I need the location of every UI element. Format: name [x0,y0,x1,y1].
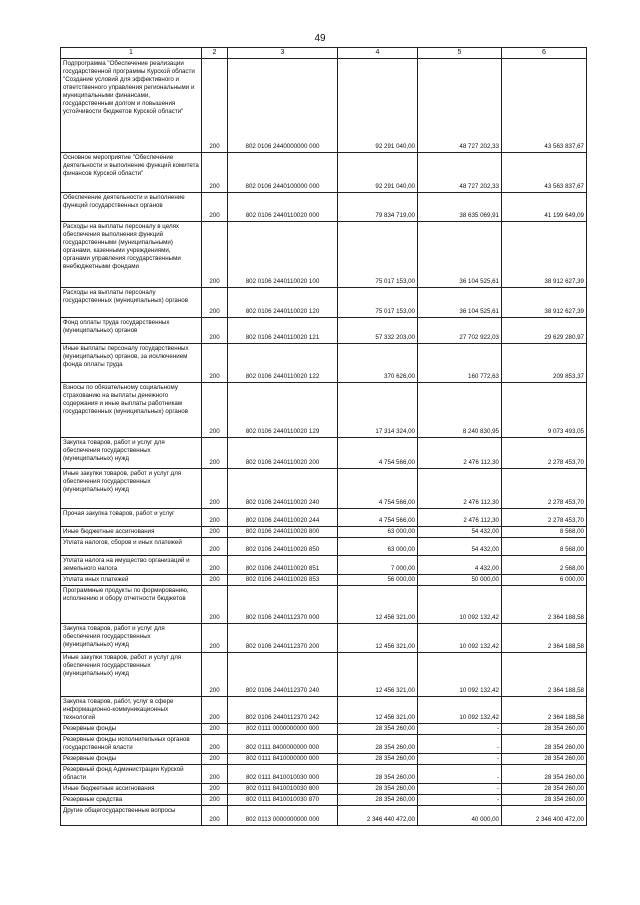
row-amount-remaining: 2 568,00 [502,556,587,575]
row-amount-remaining: 28 354 260,00 [502,754,587,765]
row-name: Программные продукты по формированию, исполнению и обору отчетности бюджетов [61,586,202,624]
row-name: Иные закупки товаров, работ и услуг для обеспечения государственных (муниципальных) нужд [61,469,202,509]
table-row [61,697,587,724]
row-amount-planned: 12 456 321,00 [338,653,418,697]
row-name: Иные выплаты персоналу государственных (муниципальных) органов, за исключением фонда оплаты труда [61,344,202,383]
row-code: 802 0113 0000000000 000 [228,806,338,826]
table-row [61,653,587,697]
row-code: 802 0106 2440110020 853 [228,575,338,586]
row-col2: 200 [202,153,228,193]
table-row [61,735,587,754]
column-header: 4 [338,48,418,59]
table-header-row [61,48,587,59]
row-amount-remaining: 38 912 627,39 [502,222,587,288]
row-col2: 200 [202,193,228,222]
table-row [61,586,587,624]
row-amount-planned: 79 834 719,00 [338,193,418,222]
row-amount-planned: 12 456 321,00 [338,697,418,724]
row-name: Резервные средства [61,795,202,806]
row-code: 802 0106 2440110020 129 [228,383,338,438]
row-amount-executed: - [418,765,502,784]
column-header: 2 [202,48,228,59]
row-name: Другие общегосударственные вопросы [61,806,202,826]
row-amount-planned: 4 754 566,00 [338,509,418,527]
budget-table [60,47,587,826]
row-code: 802 0111 0000000000 000 [228,724,338,735]
row-name: Закупка товаров, работ, услуг в сфере информационно-коммуникационных технологий [61,697,202,724]
table-row [61,795,587,806]
row-col2: 200 [202,624,228,653]
row-amount-planned: 28 354 260,00 [338,735,418,754]
row-amount-remaining: 2 278 453,70 [502,509,587,527]
row-amount-remaining: 28 354 260,00 [502,795,587,806]
row-amount-remaining: 41 199 649,09 [502,193,587,222]
row-name: Подпрограмма "Обеспечение реализации государственной программы Курской области "Создание условий для эффективного и ответственного управления региональными и муниципальными финансами, государственным долгом и повышения устойчивости бюджетов Курской области" [61,59,202,153]
row-name: Резервные фонды исполнительных органов государственной власти [61,735,202,754]
table-row [61,344,587,383]
row-code: 802 0106 2440110020 800 [228,527,338,538]
row-amount-executed: 36 104 525,61 [418,222,502,288]
row-amount-planned: 28 354 260,00 [338,784,418,795]
row-col2: 200 [202,795,228,806]
row-col2: 200 [202,538,228,556]
row-amount-planned: 92 291 040,00 [338,59,418,153]
row-col2: 200 [202,509,228,527]
row-amount-executed: 8 240 830,95 [418,383,502,438]
row-name: Прочая закупка товаров, работ и услуг [61,509,202,527]
row-amount-planned: 28 354 260,00 [338,765,418,784]
row-amount-remaining: 2 278 453,70 [502,469,587,509]
row-amount-remaining: 2 364 188,58 [502,586,587,624]
row-name: Иные закупки товаров, работ и услуг для обеспечения государственных (муниципальных) нужд [61,653,202,697]
row-name: Закупка товаров, работ и услуг для обеспечения государственных (муниципальных) нужд [61,438,202,469]
row-amount-executed: 160 772,63 [418,344,502,383]
table-row [61,527,587,538]
row-amount-executed: 10 092 132,42 [418,697,502,724]
row-col2: 200 [202,59,228,153]
row-amount-executed: 50 000,00 [418,575,502,586]
row-amount-planned: 2 346 440 472,00 [338,806,418,826]
row-code: 802 0106 2440100000 000 [228,153,338,193]
row-amount-executed: 36 104 525,61 [418,288,502,318]
row-col2: 200 [202,754,228,765]
row-col2: 200 [202,724,228,735]
row-amount-executed: 54 432,00 [418,538,502,556]
row-amount-remaining: 6 000,00 [502,575,587,586]
row-amount-planned: 28 354 260,00 [338,724,418,735]
row-name: Резервные фонды [61,754,202,765]
row-amount-planned: 75 017 153,00 [338,222,418,288]
row-col2: 200 [202,527,228,538]
row-amount-executed: - [418,784,502,795]
row-col2: 200 [202,735,228,754]
row-col2: 200 [202,556,228,575]
row-amount-planned: 57 332 203,00 [338,318,418,344]
row-amount-remaining: 43 563 837,67 [502,153,587,193]
row-amount-executed: - [418,754,502,765]
row-amount-remaining: 8 568,00 [502,527,587,538]
row-col2: 200 [202,344,228,383]
row-name: Резервный фонд Администрации Курской области [61,765,202,784]
row-amount-planned: 75 017 153,00 [338,288,418,318]
row-amount-remaining: 29 629 280,97 [502,318,587,344]
table-row [61,575,587,586]
row-name: Уплата налогов, сборов и иных платежей [61,538,202,556]
row-name: Обеспечение деятельности и выполнение функций государственных органов [61,193,202,222]
row-code: 802 0106 2440110020 850 [228,538,338,556]
row-amount-planned: 28 354 260,00 [338,754,418,765]
table-row [61,222,587,288]
row-code: 802 0106 2440110020 200 [228,438,338,469]
row-amount-remaining: 28 354 260,00 [502,784,587,795]
row-amount-planned: 92 291 040,00 [338,153,418,193]
row-amount-planned: 56 000,00 [338,575,418,586]
row-code: 802 0106 2440110020 000 [228,193,338,222]
row-col2: 200 [202,697,228,724]
row-code: 802 0106 2440112370 242 [228,697,338,724]
row-amount-planned: 370 626,00 [338,344,418,383]
table-row [61,754,587,765]
row-name: Расходы на выплаты персоналу в целях обеспечения выполнения функций государственными (муниципальными) органами, казенными учреждениями, органами управления государственными внебюджетными фондами [61,222,202,288]
row-col2: 200 [202,765,228,784]
row-amount-executed: 27 702 922,03 [418,318,502,344]
row-amount-remaining: 2 364 188,58 [502,697,587,724]
row-amount-executed: - [418,795,502,806]
row-amount-planned: 12 456 321,00 [338,624,418,653]
row-col2: 200 [202,318,228,344]
row-code: 802 0106 2440110020 120 [228,288,338,318]
table-row [61,469,587,509]
table-row [61,724,587,735]
table-row [61,193,587,222]
row-amount-planned: 4 754 566,00 [338,438,418,469]
row-col2: 200 [202,784,228,795]
table-row [61,624,587,653]
row-code: 802 0106 2440110020 100 [228,222,338,288]
table-row [61,556,587,575]
row-amount-remaining: 9 073 493,05 [502,383,587,438]
row-name: Иные бюджетные ассигнования [61,527,202,538]
table-row [61,438,587,469]
row-col2: 200 [202,806,228,826]
table-row [61,153,587,193]
row-amount-planned: 28 354 260,00 [338,795,418,806]
table-row [61,538,587,556]
column-header: 6 [502,48,587,59]
row-code: 802 0106 2440112370 000 [228,586,338,624]
row-col2: 200 [202,575,228,586]
row-amount-executed: - [418,724,502,735]
row-amount-executed: 38 635 069,91 [418,193,502,222]
row-name: Взносы по обязательному социальному страхованию на выплаты денежного содержания и иные выплаты работникам государственных (муниципальных) органов [61,383,202,438]
column-header: 3 [228,48,338,59]
row-amount-planned: 4 754 566,00 [338,469,418,509]
row-col2: 200 [202,653,228,697]
row-amount-remaining: 28 354 260,00 [502,735,587,754]
row-name: Фонд оплаты труда государственных (муниципальных) органов [61,318,202,344]
row-name: Резервные фонды [61,724,202,735]
row-code: 802 0111 8410010030 800 [228,784,338,795]
row-col2: 200 [202,438,228,469]
table-row [61,509,587,527]
row-name: Уплата иных платежей [61,575,202,586]
row-amount-remaining: 2 346 400 472,00 [502,806,587,826]
row-code: 802 0111 8400000000 000 [228,735,338,754]
row-amount-remaining: 2 364 188,58 [502,624,587,653]
table-row [61,59,587,153]
row-amount-planned: 63 000,00 [338,538,418,556]
row-code: 802 0106 2440110020 244 [228,509,338,527]
row-name: Основное мероприятие "Обеспечение деятельности и выполнение функций комитета финансов Курской области" [61,153,202,193]
table-body [61,59,587,826]
row-amount-executed: 2 476 112,30 [418,469,502,509]
row-amount-remaining: 2 364 188,58 [502,653,587,697]
row-amount-remaining: 28 354 260,00 [502,724,587,735]
row-code: 802 0111 8410000000 000 [228,754,338,765]
row-amount-remaining: 8 568,00 [502,538,587,556]
row-amount-planned: 63 000,00 [338,527,418,538]
row-name: Уплата налога на имущество организаций и земельного налога [61,556,202,575]
row-amount-remaining: 209 853,37 [502,344,587,383]
table-row [61,318,587,344]
row-code: 802 0106 2440000000 000 [228,59,338,153]
row-amount-executed: 48 727 202,33 [418,59,502,153]
row-amount-executed: 48 727 202,33 [418,153,502,193]
row-code: 802 0106 2440110020 851 [228,556,338,575]
table-row [61,288,587,318]
row-code: 802 0111 8410010030 870 [228,795,338,806]
row-amount-planned: 12 456 321,00 [338,586,418,624]
row-amount-executed: 10 092 132,42 [418,653,502,697]
row-col2: 200 [202,288,228,318]
row-amount-remaining: 2 278 453,70 [502,438,587,469]
row-amount-planned: 17 314 324,00 [338,383,418,438]
table-row [61,784,587,795]
row-name: Расходы на выплаты персоналу государственных (муниципальных) органов [61,288,202,318]
row-code: 802 0106 2440112370 240 [228,653,338,697]
row-amount-remaining: 43 563 837,67 [502,59,587,153]
row-code: 802 0106 2440110020 240 [228,469,338,509]
row-col2: 200 [202,222,228,288]
row-amount-executed: 10 092 132,42 [418,586,502,624]
row-amount-executed: 4 432,00 [418,556,502,575]
row-amount-remaining: 28 354 260,00 [502,765,587,784]
row-amount-executed: 2 476 112,30 [418,509,502,527]
row-code: 802 0106 2440110020 121 [228,318,338,344]
row-amount-executed: 40 000,00 [418,806,502,826]
column-header: 5 [418,48,502,59]
row-col2: 200 [202,469,228,509]
row-code: 802 0106 2440112370 200 [228,624,338,653]
row-amount-planned: 7 000,00 [338,556,418,575]
row-code: 802 0111 8410010030 000 [228,765,338,784]
row-code: 802 0106 2440110020 122 [228,344,338,383]
table-row [61,383,587,438]
page-number: 49 [314,33,326,44]
table-row [61,765,587,784]
table-row [61,806,587,826]
row-amount-executed: 10 092 132,42 [418,624,502,653]
column-header: 1 [61,48,202,59]
row-amount-executed: 2 476 112,30 [418,438,502,469]
row-name: Иные бюджетные ассигнования [61,784,202,795]
row-amount-executed: - [418,735,502,754]
row-amount-remaining: 38 912 627,39 [502,288,587,318]
row-col2: 200 [202,383,228,438]
row-name: Закупка товаров, работ и услуг для обеспечения государственных (муниципальных) нужд [61,624,202,653]
row-amount-executed: 54 432,00 [418,527,502,538]
row-col2: 200 [202,586,228,624]
